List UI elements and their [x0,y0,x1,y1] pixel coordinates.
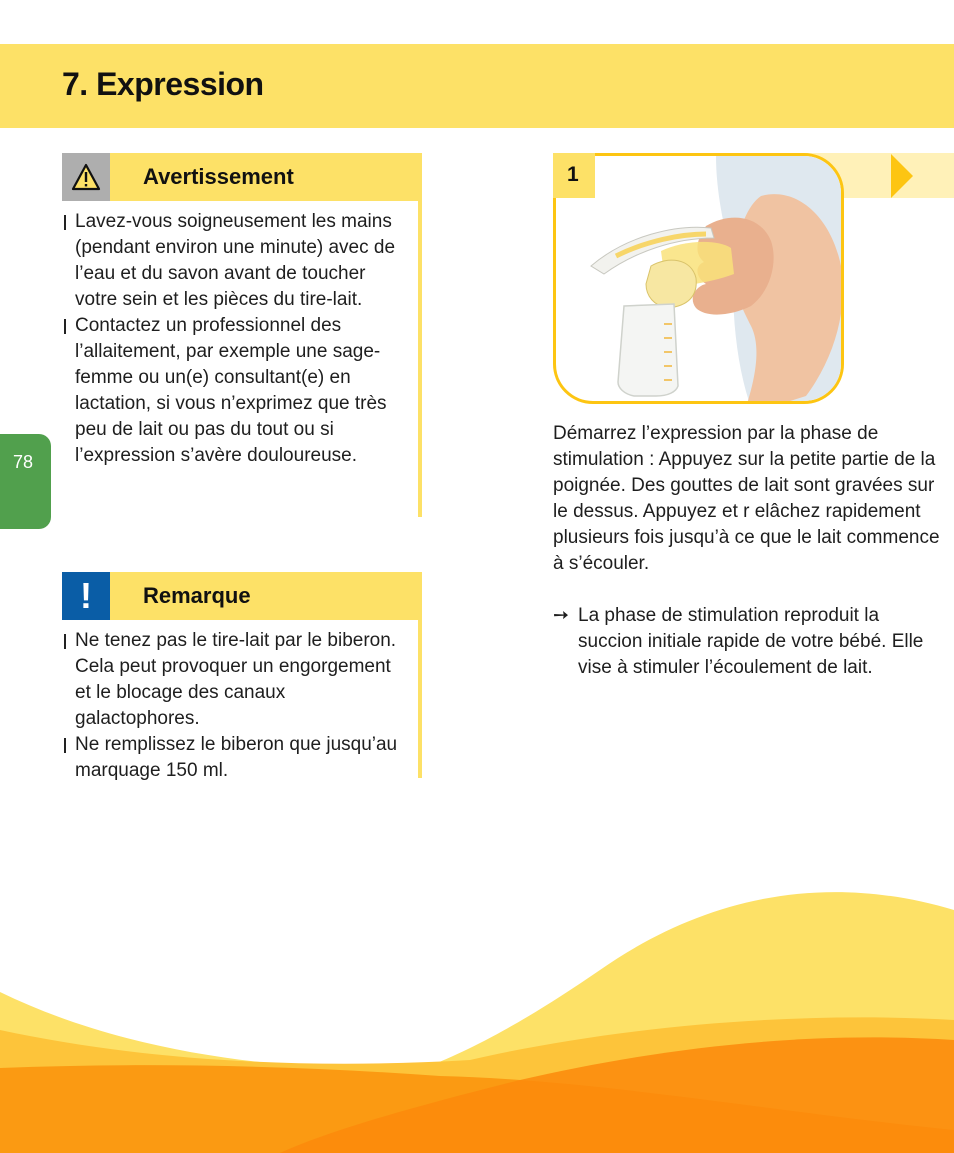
list-item: Ne tenez pas le tire-lait par le biberon. Cela peut provoquer un engorgement et le blocage des canaux galactophores. [62,628,407,732]
warning-box [62,153,422,469]
page-title: 7. Expression [62,66,264,102]
warning-triangle-icon [62,153,110,201]
step-number: 1 [567,163,579,186]
remark-list [62,628,407,784]
remark-header [62,572,422,620]
page-number: 78 [12,452,34,472]
warning-header [62,153,422,201]
step-number-badge [553,153,595,198]
step-result [553,603,948,681]
exclamation-icon: ! [62,572,110,620]
warning-list [62,209,407,469]
warning-side-rule [418,153,422,517]
list-item: Lavez-vous soigneusement les mains (pendant environ une minute) avec de l’eau et du savon avant de toucher votre sein et les pièces du tire-lait. [62,209,407,313]
list-item: Contactez un professionnel des l’allaitement, par exemple une sage-femme ou un(e) consultant(e) en lactation, si vous n’exprimez que très peu de lait ou pas du tout ou si l’expression s’avère douloureuse. [62,313,407,469]
result-text: La phase de stimulation reproduit la succion initiale rapide de votre bébé. Elle vise à stimuler l’écoulement de lait. [578,605,924,678]
breast-pump-photo [553,153,844,404]
remark-label: Remarque [143,583,251,608]
list-item: Ne remplissez le biberon que jusqu’au marquage 150 ml. [62,732,407,784]
page-number-tab [0,434,51,529]
step-description: Démarrez l’expression par la phase de stimulation : Appuyez sur la petite partie de la poignée. Des gouttes de lait sont gravées sur le dessus. Appuyez et r elâchez rapidement plusieurs fois jusqu’à ce que le lait commence à s’écouler. [553,423,940,574]
next-arrow-icon [891,154,913,198]
decorative-waves [0,880,954,1153]
warning-label: Avertissement [143,164,294,189]
title-band [0,44,954,128]
remark-box [62,572,422,784]
result-arrow-icon: ➙ [553,605,569,626]
